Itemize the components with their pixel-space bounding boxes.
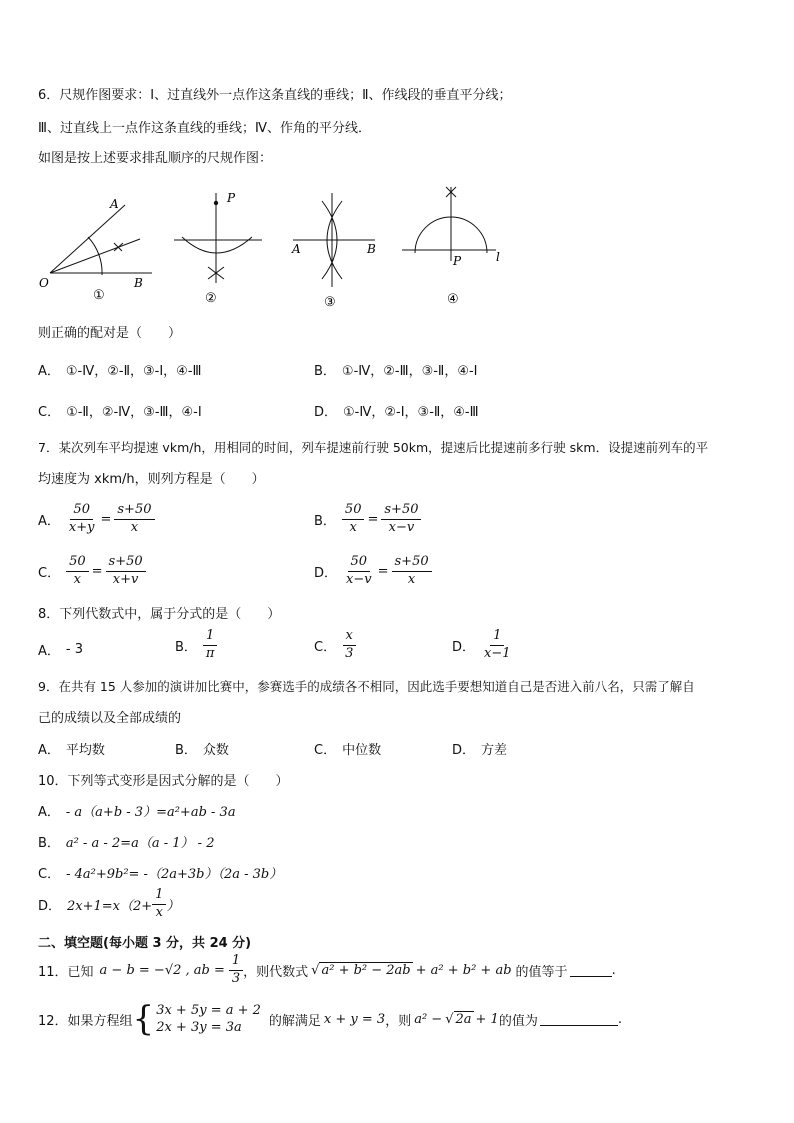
option-text: ①-Ⅳ，②-Ⅲ，③-Ⅱ，④-Ⅰ	[341, 364, 478, 379]
fig2-label-p: P	[227, 191, 236, 205]
option-text: - a（a+b - 3）=a²+ab - 3a	[65, 805, 236, 820]
numerator: s+50	[392, 555, 432, 572]
fraction-left	[343, 555, 375, 588]
q12-mid: 的解满足	[268, 1013, 321, 1029]
option-label: D．	[314, 565, 338, 581]
equals-sign: =	[100, 511, 112, 527]
q12-end: .	[617, 1011, 622, 1027]
numerator: 50	[70, 503, 93, 520]
option-text-pre: 2x+1=x（2+	[67, 898, 153, 914]
numerator: 50	[348, 555, 371, 572]
option-label: B．	[314, 364, 336, 379]
numerator: 1	[490, 629, 504, 646]
numerator: s+50	[106, 555, 146, 572]
option-text: a² - a - 2=a（a - 1） - 2	[65, 836, 215, 851]
option-label: C．	[314, 743, 337, 758]
fraction-right	[114, 503, 154, 536]
q10-option-c[interactable]	[38, 863, 282, 882]
fraction	[203, 629, 218, 662]
q6-option-a[interactable]	[38, 360, 201, 379]
q8-option-a[interactable]	[38, 640, 83, 659]
system-brace: {	[132, 999, 155, 1039]
q11-radicand: a² + b² − 2ab	[321, 963, 411, 979]
fig1-label-b: B	[134, 276, 143, 290]
numerator: s+50	[114, 503, 154, 520]
option-text: ①-Ⅳ，②-Ⅱ，③-Ⅰ，④-Ⅲ	[65, 364, 202, 379]
option-label: C．	[38, 565, 61, 581]
numerator: 50	[342, 503, 365, 520]
fig2-number: ②	[205, 291, 217, 306]
option-label: C．	[38, 405, 61, 420]
q6-line3: 如图是按上述要求排乱顺序的尺规作图：	[38, 151, 273, 166]
option-text-post: ）	[166, 898, 180, 914]
equals-sign: =	[367, 511, 379, 527]
option-label: D．	[38, 898, 62, 914]
q12-condition: x + y = 3	[323, 1011, 386, 1027]
equation-1: 3x + 5y = a + 2	[156, 1003, 261, 1018]
fraction-left	[66, 555, 89, 588]
fig3-label-a: A	[292, 242, 301, 256]
construction-figures	[30, 175, 530, 315]
q12-expression-a: a² −	[414, 1011, 443, 1027]
q9-option-a[interactable]	[38, 739, 105, 758]
equals-sign: =	[91, 563, 103, 579]
denominator: x	[349, 519, 357, 535]
q6-option-b[interactable]	[314, 360, 478, 379]
q10-option-a[interactable]	[38, 801, 236, 820]
denominator: π	[205, 645, 215, 661]
q9-line1: 9．在共有 15 人参加的演讲加比赛中，参赛选手的成绩各不相同，因此选手要想知道自己是否进入前八名，只需了解自	[38, 679, 695, 694]
numerator: x	[343, 629, 356, 646]
q8-stem: 8．下列代数式中，属于分式的是（ ）	[38, 607, 281, 622]
option-label: D．	[452, 743, 476, 758]
option-label: A．	[38, 364, 60, 379]
q12-radicand: 2a	[455, 1012, 472, 1027]
sqrt-sign: √	[445, 1011, 454, 1027]
q11-mid: ，则代数式	[243, 964, 309, 980]
option-text: ①-Ⅱ，②-Ⅳ，③-Ⅲ，④-Ⅰ	[66, 405, 202, 420]
option-label: A．	[38, 513, 60, 529]
denominator: 3	[231, 970, 241, 986]
q7-line1: 7．某次列车平均提速 vkm/h，用相同的时间，列车提速前行驶 50km，提速后比提速前多行驶 skm．设提速前列车的平	[38, 440, 709, 455]
q6-option-c[interactable]	[38, 401, 202, 420]
q11-post: 的值等于	[515, 964, 568, 980]
q11-answer-blank[interactable]	[570, 964, 612, 977]
fig4-label-p: P	[453, 254, 462, 268]
denominator: 3	[345, 645, 354, 661]
q6-line1: 6．尺规作图要求：Ⅰ、过直线外一点作这条直线的垂线；Ⅱ、作线段的垂直平分线；	[38, 88, 512, 103]
option-text: 方差	[481, 743, 508, 758]
fig3-number: ③	[324, 295, 336, 310]
option-text: - 4a²+9b²= -（2a+3b）（2a - 3b）	[66, 867, 283, 882]
fraction-right	[392, 555, 432, 588]
numerator: 1	[152, 888, 166, 905]
numerator: s+50	[381, 503, 421, 520]
figure-1-angle-bisector	[39, 197, 152, 303]
q7-option-b[interactable]	[314, 503, 421, 536]
equation-2: 2x + 3y = 3a	[156, 1020, 242, 1035]
option-label: B．	[175, 743, 197, 758]
figure-3-perpendicular-bisector	[291, 193, 376, 310]
figure-4-perpendicular-on-line	[402, 187, 500, 307]
q10-stem: 10．下列等式变形是因式分解的是（ ）	[38, 774, 289, 789]
option-label: B．	[38, 836, 60, 851]
q6-option-d[interactable]	[314, 401, 479, 420]
fraction	[342, 629, 356, 662]
option-label: D．	[452, 639, 476, 655]
q8-option-d[interactable]	[452, 629, 514, 662]
q11-end: .	[611, 962, 616, 978]
q12-expression-b: + 1	[475, 1011, 499, 1027]
option-label: C．	[314, 639, 337, 655]
q7-line2: 均速度为 xkm/h，则列方程是（ ）	[38, 472, 265, 487]
denominator: x+y	[68, 519, 95, 535]
q12-prefix: 12．如果方程组	[38, 1013, 133, 1029]
q8-option-c[interactable]	[314, 629, 356, 662]
fraction	[152, 888, 166, 921]
fraction	[481, 629, 514, 662]
q11-fraction	[229, 954, 243, 987]
q10-option-d[interactable]	[38, 888, 179, 921]
q10-option-b[interactable]	[38, 832, 214, 851]
fraction-right	[106, 555, 146, 588]
q9-option-c[interactable]	[314, 739, 381, 758]
q12-post: 的值为	[498, 1013, 538, 1029]
fraction-left	[66, 503, 98, 536]
option-label: D．	[314, 405, 338, 420]
section-heading: 二、填空题(每小题 3 分，共 24 分)	[38, 936, 252, 951]
option-label: A．	[38, 644, 60, 659]
numerator: 50	[66, 555, 89, 572]
denominator: x−v	[346, 571, 372, 587]
denominator: x	[407, 571, 416, 587]
q11-condition: a − b = −√2 , ab =	[99, 962, 225, 978]
q12-line	[38, 999, 622, 1039]
q9-option-d[interactable]	[452, 739, 507, 758]
q8-option-b[interactable]	[175, 629, 217, 662]
q7-option-a[interactable]	[38, 503, 155, 536]
fraction-right	[381, 503, 421, 536]
q9-option-b[interactable]	[175, 739, 229, 758]
option-label: A．	[38, 743, 60, 758]
option-label: B．	[314, 513, 336, 529]
equation-system	[156, 1002, 261, 1036]
option-text: ①-Ⅳ，②-Ⅰ，③-Ⅱ，④-Ⅲ	[343, 405, 479, 420]
fig1-number: ①	[93, 288, 105, 303]
option-text: 中位数	[342, 743, 382, 758]
equals-sign: =	[377, 563, 389, 579]
denominator: x	[155, 904, 163, 920]
option-text: 众数	[202, 743, 229, 758]
option-text: - 3	[65, 642, 84, 657]
numerator: 1	[203, 629, 217, 646]
option-label: C．	[38, 867, 61, 882]
q12-answer-blank[interactable]	[540, 1013, 618, 1026]
figure-2-perpendicular-external	[174, 191, 262, 306]
fig4-label-l: l	[496, 250, 500, 264]
denominator: x−1	[484, 645, 511, 661]
q7-option-c[interactable]	[38, 555, 146, 588]
q12-mid2: ，则	[385, 1013, 412, 1029]
denominator: x−v	[388, 519, 415, 535]
q6-ask: 则正确的配对是（ ）	[38, 326, 182, 341]
q11-expression: + a² + b² + ab	[415, 962, 512, 978]
option-text: 平均数	[65, 743, 105, 758]
fig4-number: ④	[447, 292, 459, 307]
q11-prefix: 11．已知	[38, 964, 94, 980]
denominator: x	[73, 571, 82, 587]
q11-line	[38, 954, 616, 987]
fig3-label-b: B	[367, 242, 376, 256]
fig1-label-a: A	[110, 197, 119, 211]
denominator: x+v	[112, 571, 139, 587]
option-label: B．	[175, 639, 197, 655]
q6-line2: Ⅲ、过直线上一点作这条直线的垂线；Ⅳ、作角的平分线．	[38, 121, 371, 136]
numerator: 1	[229, 954, 243, 971]
fig1-label-o: O	[39, 276, 49, 290]
denominator: x	[130, 519, 139, 535]
q9-line2: 己的成绩以及全部成绩的	[38, 711, 182, 726]
fraction-left	[342, 503, 365, 536]
sqrt-sign: √	[311, 962, 320, 978]
option-label: A．	[38, 805, 60, 820]
q7-option-d[interactable]	[314, 555, 432, 588]
